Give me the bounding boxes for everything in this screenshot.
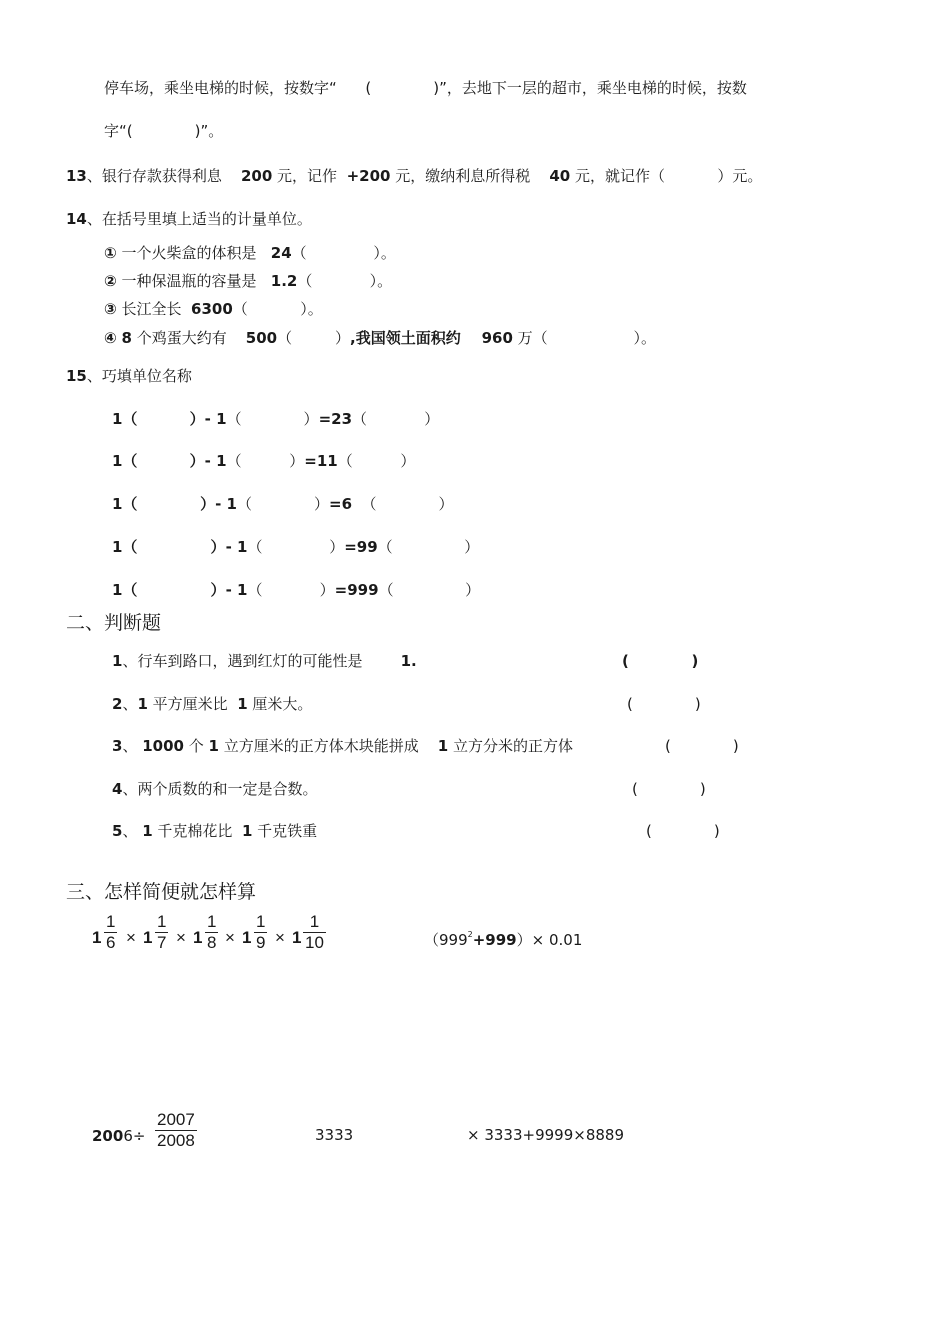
q15-row-1	[112, 409, 439, 429]
judge-text: 立方分米的正方体	[448, 737, 574, 755]
q12-line1: 停车场，乘坐电梯的时候，按数字“ ( )”，去地下一层的超市，乘坐电梯的时候，按数	[104, 79, 747, 97]
q14-item-mark: ③	[104, 300, 117, 318]
fraction-denominator: 6	[106, 933, 116, 952]
judge-item-3	[112, 736, 573, 756]
q13-value-1: 200	[240, 167, 273, 185]
fraction	[104, 912, 117, 953]
fraction-denominator: 9	[256, 933, 266, 952]
expression-3-lead	[92, 1126, 145, 1146]
q14-item-value: 6300	[191, 300, 233, 318]
q14-item-text: 一个火柴盒的体积是	[116, 244, 271, 262]
q14-item-value: 500	[245, 329, 278, 347]
q14-title: 、在括号里填上适当的计量单位。	[86, 210, 312, 228]
multiply-sign: ×	[225, 928, 235, 947]
judge-item-4	[112, 779, 317, 799]
q15-blank-a: 1（ ）	[112, 452, 205, 470]
q14-item-mark: ②	[104, 272, 117, 290]
q15-blank-c: （ ）	[378, 581, 481, 599]
q15-minus: - 1	[225, 581, 248, 599]
judge-value: 1.	[400, 652, 417, 670]
question-15-title	[66, 366, 192, 386]
q13-text-3: 元，缴纳利息所得税	[390, 167, 550, 185]
q14-item-blank: （ ）	[277, 329, 350, 347]
q14-item-blank: （ ）。	[291, 244, 396, 262]
judge-text: 、	[122, 737, 143, 755]
q15-blank-c: （ ）	[352, 410, 440, 428]
judge-item-2	[112, 694, 312, 714]
q15-minus: - 1	[225, 538, 248, 556]
judge-number: 3	[112, 737, 123, 755]
judge-text: 千克铁重	[252, 822, 318, 840]
q13-text-4: 元，就记作（ ）元。	[570, 167, 763, 185]
expr2-exponent: 2	[467, 930, 473, 939]
q14-item-blank: （ ）。	[297, 272, 393, 290]
fraction-numerator: 1	[309, 912, 320, 931]
multiply-sign: ×	[126, 928, 136, 947]
q14-item-text: ,我国领土面积约	[350, 329, 482, 347]
question-13	[66, 166, 762, 186]
q14-item-blank: 万（ ）。	[512, 329, 656, 347]
q15-blank-a: 1（ ）	[112, 581, 226, 599]
mixed-whole: 1	[92, 928, 102, 947]
q14-item-text: 个鸡蛋大约有	[131, 329, 246, 347]
q15-blank-a: 1（ ）	[112, 410, 205, 428]
fraction-numerator: 1	[256, 912, 266, 931]
fraction	[155, 912, 168, 953]
mixed-whole: 1	[143, 928, 153, 947]
judge-number: 2	[112, 695, 123, 713]
q14-item-3	[104, 299, 323, 319]
judge-text: 个	[183, 737, 209, 755]
judge-value: 1	[237, 695, 248, 713]
expr3-lead-bold: 200	[92, 1127, 124, 1145]
q14-item-value: 960	[481, 329, 513, 347]
q13-value-3: 40	[549, 167, 571, 185]
q15-blank-b: （ ）	[247, 538, 345, 556]
q15-result: =23	[318, 410, 353, 428]
q15-title: 、巧填单位名称	[86, 367, 192, 385]
q13-value-2: +200	[346, 167, 391, 185]
fraction-numerator: 1	[157, 912, 167, 931]
multiply-sign: ×	[176, 928, 186, 947]
fraction-denominator: 10	[305, 933, 324, 952]
q14-item-value: 24	[270, 244, 292, 262]
expr3-lead: 6÷	[123, 1127, 146, 1145]
expr2-mid: +999	[472, 931, 517, 949]
judge-text: 厘米大。	[247, 695, 313, 713]
section-3-heading: 三、怎样简便就怎样算	[66, 881, 257, 903]
judge-number: 1	[112, 652, 123, 670]
q14-item-1	[104, 243, 396, 263]
judge-answer-2[interactable]: ( )	[627, 695, 701, 713]
section-2-heading: 二、判断题	[66, 612, 162, 634]
judge-answer-4[interactable]: ( )	[632, 780, 706, 798]
q15-result: =6	[329, 495, 353, 513]
judge-text: 立方厘米的正方体木块能拼成	[218, 737, 438, 755]
judge-value: 1	[208, 737, 219, 755]
fraction-denominator: 7	[157, 933, 167, 952]
judge-value: 1	[137, 695, 148, 713]
q15-blank-b: （ ）	[226, 410, 319, 428]
judge-item-5	[112, 821, 317, 841]
q15-blank-b: （ ）	[226, 452, 305, 470]
expression-4-part-b: × 3333+9999×8889	[467, 1126, 624, 1144]
fraction	[205, 912, 218, 953]
q13-number: 13	[66, 167, 87, 185]
q15-blank-a: 1（ ）	[112, 495, 216, 513]
q15-blank-b: （ ）	[247, 581, 335, 599]
q14-item-mark: ④	[104, 329, 117, 347]
q14-item-2	[104, 271, 392, 291]
judge-value: 1	[437, 737, 449, 755]
q15-minus: - 1	[204, 410, 227, 428]
judge-text: 、	[122, 695, 138, 713]
q14-number: 14	[66, 210, 87, 228]
fraction-numerator: 1	[207, 912, 217, 931]
fraction-numerator: 1	[106, 912, 116, 931]
judge-text: 平方厘米比	[147, 695, 238, 713]
q15-blank-a: 1（ ）	[112, 538, 226, 556]
question-14-title	[66, 209, 312, 229]
expr2-open: （999	[424, 931, 468, 949]
mixed-whole: 1	[242, 928, 252, 947]
fraction-numerator: 2007	[157, 1110, 195, 1129]
q15-result: =11	[304, 452, 338, 470]
q12-line2: 字“( )”。	[104, 122, 224, 140]
q15-blank-c: （ ）	[352, 495, 454, 513]
q14-item-text: 长江全长	[116, 300, 192, 318]
judge-answer-5[interactable]: ( )	[646, 822, 720, 840]
q15-row-5	[112, 580, 480, 600]
judge-number: 4	[112, 780, 123, 798]
q15-row-2	[112, 451, 415, 471]
expression-3-fraction	[155, 1110, 197, 1151]
expression-2	[424, 927, 582, 950]
q15-result: =999	[334, 581, 379, 599]
q14-item-value: 8	[121, 329, 132, 347]
multiply-sign: ×	[275, 928, 285, 947]
judge-value: 1	[241, 822, 253, 840]
judge-text: 千克棉花比	[152, 822, 242, 840]
judge-value: 1	[142, 822, 153, 840]
judge-value: 1000	[142, 737, 184, 755]
q13-text-2: 元，记作	[272, 167, 347, 185]
judge-text: 、两个质数的和一定是合数。	[122, 780, 318, 798]
fraction-denominator: 2008	[157, 1131, 195, 1150]
judge-answer-1[interactable]: ( )	[622, 652, 699, 670]
q15-number: 15	[66, 367, 87, 385]
expr2-close: ）× 0.01	[516, 931, 583, 949]
q14-item-blank: （ ）。	[232, 300, 323, 318]
q15-blank-b: （ ）	[237, 495, 329, 513]
q14-item-value: 1.2	[270, 272, 298, 290]
fraction-denominator: 8	[207, 933, 217, 952]
q15-row-3	[112, 494, 454, 514]
mixed-whole: 1	[193, 928, 203, 947]
q15-minus: - 1	[215, 495, 237, 513]
judge-item-1	[112, 651, 417, 671]
q15-result: =99	[344, 538, 378, 556]
q14-item-mark: ①	[104, 244, 117, 262]
fraction	[254, 912, 267, 953]
q15-blank-c: （ ）	[337, 452, 416, 470]
judge-text: 、行车到路口，遇到红灯的可能性是	[122, 652, 401, 670]
q15-blank-c: （ ）	[377, 538, 480, 556]
judge-text: 、	[122, 822, 143, 840]
judge-number: 5	[112, 822, 123, 840]
q15-row-4	[112, 537, 479, 557]
fraction	[303, 912, 326, 953]
q15-minus: - 1	[204, 452, 227, 470]
q13-text: 、银行存款获得利息	[86, 167, 241, 185]
q14-item-4	[104, 328, 656, 348]
judge-answer-3[interactable]: ( )	[665, 737, 739, 755]
expression-4-part-a: 3333	[315, 1126, 354, 1144]
q14-item-text: 一种保温瓶的容量是	[116, 272, 271, 290]
mixed-whole: 1	[292, 928, 302, 947]
